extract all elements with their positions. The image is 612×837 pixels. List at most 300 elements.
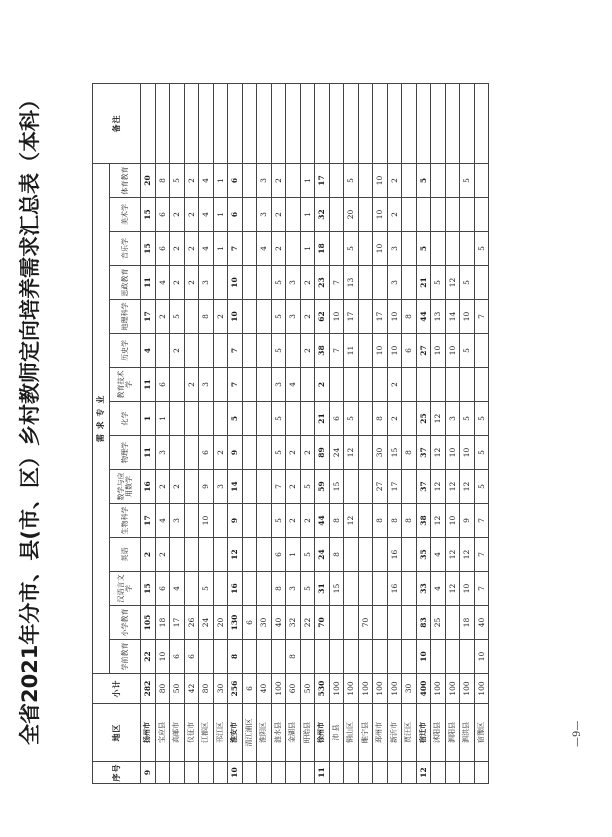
row-value: 10: [431, 334, 446, 368]
row-notes: [300, 83, 315, 163]
row-value: [358, 640, 373, 674]
row-value: [358, 436, 373, 470]
header-subject: 学前教育: [110, 640, 141, 674]
row-value: 8: [286, 640, 301, 674]
row-value: 5: [300, 572, 315, 606]
row-region: 泗阳县: [445, 704, 460, 762]
row-seq: [300, 762, 315, 784]
row-value: 3: [286, 300, 301, 334]
row-subtotal: 100: [460, 674, 475, 704]
row-value: 83: [416, 606, 431, 640]
row-value: 6: [155, 368, 170, 402]
row-value: 6: [155, 572, 170, 606]
row-value: 5: [300, 470, 315, 504]
row-subtotal: 50: [300, 674, 315, 704]
row-value: [460, 368, 475, 402]
row-value: [373, 368, 388, 402]
row-value: 6: [184, 640, 199, 674]
row-notes: [170, 83, 185, 163]
row-value: 8: [271, 572, 286, 606]
row-value: 3: [170, 504, 185, 538]
row-notes: [315, 83, 330, 163]
row-value: 10: [460, 436, 475, 470]
row-value: 9: [228, 436, 243, 470]
row-value: [460, 640, 475, 674]
row-value: 17: [141, 504, 156, 538]
row-region: 仪征市: [184, 704, 199, 762]
row-subtotal: 100: [387, 674, 402, 704]
row-value: 2: [213, 300, 228, 334]
row-value: 5: [271, 436, 286, 470]
row-value: [402, 572, 417, 606]
row-value: 38: [416, 504, 431, 538]
row-value: [431, 198, 446, 232]
header-subject: 思政教育: [110, 266, 141, 300]
row-value: [445, 163, 460, 197]
row-value: 2: [300, 266, 315, 300]
row-region: 涟水县: [271, 704, 286, 762]
row-value: 59: [315, 470, 330, 504]
row-value: [358, 470, 373, 504]
row-value: 3: [257, 198, 272, 232]
row-value: 10: [387, 334, 402, 368]
row-value: 30: [373, 436, 388, 470]
row-value: 7: [228, 368, 243, 402]
row-value: [286, 334, 301, 368]
row-value: [199, 334, 214, 368]
row-value: 44: [416, 300, 431, 334]
row-seq: [358, 762, 373, 784]
row-value: 4: [431, 538, 446, 572]
row-value: 5: [271, 300, 286, 334]
header-notes: 备注: [93, 83, 141, 163]
row-value: [358, 572, 373, 606]
row-value: [445, 606, 460, 640]
row-value: 6: [199, 436, 214, 470]
row-value: 12: [445, 266, 460, 300]
row-value: 5: [344, 163, 359, 197]
row-value: [344, 572, 359, 606]
row-value: 10: [474, 640, 489, 674]
row-value: [445, 368, 460, 402]
row-value: 20: [213, 606, 228, 640]
row-value: 5: [431, 266, 446, 300]
row-subtotal: 100: [431, 674, 446, 704]
city-row: [228, 83, 243, 783]
row-value: 21: [315, 402, 330, 436]
row-value: 5: [271, 504, 286, 538]
row-value: 12: [445, 538, 460, 572]
row-value: [170, 402, 185, 436]
row-value: 4: [170, 572, 185, 606]
row-value: [184, 538, 199, 572]
row-seq: [199, 762, 214, 784]
row-value: 1: [141, 402, 156, 436]
row-notes: [199, 83, 214, 163]
row-value: 8: [199, 300, 214, 334]
row-value: [242, 232, 257, 266]
row-value: [184, 470, 199, 504]
row-value: 4: [286, 368, 301, 402]
row-value: 2: [300, 300, 315, 334]
row-value: 5: [416, 163, 431, 197]
row-value: 9: [199, 470, 214, 504]
row-subtotal: 100: [445, 674, 460, 704]
row-value: 3: [213, 470, 228, 504]
row-value: [199, 538, 214, 572]
row-value: 17: [387, 470, 402, 504]
row-seq: [213, 762, 228, 784]
county-row: [300, 83, 315, 783]
row-seq: [373, 762, 388, 784]
row-value: 10: [445, 504, 460, 538]
row-subtotal: 30: [213, 674, 228, 704]
row-value: 1: [300, 198, 315, 232]
row-value: 10: [387, 300, 402, 334]
row-value: 15: [329, 572, 344, 606]
row-value: 1: [286, 538, 301, 572]
row-value: 5: [199, 572, 214, 606]
row-value: 2: [387, 163, 402, 197]
header-subject: 英语: [110, 538, 141, 572]
row-value: 12: [445, 470, 460, 504]
row-seq: [184, 762, 199, 784]
row-value: 5: [271, 266, 286, 300]
row-value: [474, 266, 489, 300]
row-value: 2: [170, 198, 185, 232]
row-value: 17: [373, 300, 388, 334]
row-value: 7: [474, 572, 489, 606]
row-value: [213, 572, 228, 606]
row-value: 3: [271, 368, 286, 402]
county-row: [286, 83, 301, 783]
row-value: [286, 232, 301, 266]
row-region: 铜山区: [344, 704, 359, 762]
row-seq: [329, 762, 344, 784]
row-value: 5: [300, 538, 315, 572]
row-value: [242, 640, 257, 674]
row-value: 15: [329, 470, 344, 504]
row-value: 8: [329, 504, 344, 538]
row-value: [242, 504, 257, 538]
row-value: 7: [271, 470, 286, 504]
row-value: [474, 163, 489, 197]
row-value: [329, 368, 344, 402]
row-value: 5: [460, 163, 475, 197]
header-subject: 教育技术学: [110, 368, 141, 402]
row-value: 4: [431, 572, 446, 606]
row-notes: [387, 83, 402, 163]
row-value: [300, 368, 315, 402]
row-value: [184, 572, 199, 606]
city-row: [416, 83, 431, 783]
county-row: [213, 83, 228, 783]
row-value: [184, 436, 199, 470]
row-value: [373, 640, 388, 674]
row-value: 7: [474, 300, 489, 334]
row-seq: [445, 762, 460, 784]
row-value: 2: [170, 232, 185, 266]
row-value: 10: [155, 640, 170, 674]
row-value: 14: [445, 300, 460, 334]
row-seq: 11: [315, 762, 330, 784]
row-value: 2: [315, 368, 330, 402]
row-region: 邳州市: [373, 704, 388, 762]
row-value: 17: [344, 300, 359, 334]
row-value: 6: [155, 232, 170, 266]
row-value: 3: [286, 266, 301, 300]
row-value: 6: [228, 163, 243, 197]
row-region: 宝应县: [155, 704, 170, 762]
row-value: 3: [445, 402, 460, 436]
row-value: 25: [431, 606, 446, 640]
row-value: 12: [431, 402, 446, 436]
row-value: [373, 266, 388, 300]
row-value: 2: [155, 470, 170, 504]
row-value: 10: [460, 572, 475, 606]
row-value: 62: [315, 300, 330, 334]
row-value: [257, 300, 272, 334]
row-value: 4: [155, 266, 170, 300]
county-row: [271, 83, 286, 783]
row-notes: [257, 83, 272, 163]
header-subject: 小学教育: [110, 606, 141, 640]
demand-table: [92, 83, 489, 784]
row-value: 5: [228, 402, 243, 436]
row-value: [300, 640, 315, 674]
row-value: 2: [286, 436, 301, 470]
row-value: [199, 402, 214, 436]
row-subtotal: 100: [358, 674, 373, 704]
county-row: [199, 83, 214, 783]
row-value: 7: [228, 334, 243, 368]
row-value: [402, 402, 417, 436]
row-notes: [141, 83, 156, 163]
row-value: 44: [315, 504, 330, 538]
row-value: 2: [184, 266, 199, 300]
row-region: 清江浦区: [242, 704, 257, 762]
row-subtotal: 60: [286, 674, 301, 704]
county-row: [402, 83, 417, 783]
row-value: 10: [199, 504, 214, 538]
row-value: [387, 606, 402, 640]
county-row: [460, 83, 475, 783]
row-value: 6: [170, 640, 185, 674]
row-value: [257, 538, 272, 572]
row-value: 23: [315, 266, 330, 300]
row-value: 2: [155, 300, 170, 334]
row-value: 2: [271, 163, 286, 197]
row-value: 7: [329, 334, 344, 368]
row-value: 12: [344, 504, 359, 538]
row-value: 4: [199, 198, 214, 232]
row-value: 8: [373, 504, 388, 538]
row-value: [213, 368, 228, 402]
row-value: 8: [387, 504, 402, 538]
row-value: 17: [170, 606, 185, 640]
row-value: 10: [228, 300, 243, 334]
row-region: 睢宁县: [358, 704, 373, 762]
row-value: [416, 198, 431, 232]
row-notes: [344, 83, 359, 163]
row-value: [213, 640, 228, 674]
row-region: 徐州市: [315, 704, 330, 762]
row-value: [257, 266, 272, 300]
row-value: [300, 402, 315, 436]
row-seq: [286, 762, 301, 784]
row-value: 32: [315, 198, 330, 232]
row-value: 3: [387, 232, 402, 266]
row-value: 5: [460, 402, 475, 436]
row-value: 9: [460, 504, 475, 538]
header-subtotal: 小计: [93, 674, 141, 704]
county-row: [373, 83, 388, 783]
header-subject: 历史学: [110, 334, 141, 368]
row-value: 14: [228, 470, 243, 504]
row-subtotal: 30: [402, 674, 417, 704]
row-value: 2: [184, 232, 199, 266]
row-subtotal: 100: [373, 674, 388, 704]
row-value: 16: [387, 538, 402, 572]
row-value: 10: [445, 334, 460, 368]
row-value: 4: [141, 334, 156, 368]
row-value: 22: [141, 640, 156, 674]
row-value: 15: [141, 198, 156, 232]
row-value: [358, 402, 373, 436]
county-row: [358, 83, 373, 783]
row-value: 21: [416, 266, 431, 300]
row-notes: [373, 83, 388, 163]
row-value: [358, 163, 373, 197]
county-row: [257, 83, 272, 783]
row-value: 2: [271, 198, 286, 232]
row-value: 3: [286, 572, 301, 606]
row-seq: [431, 762, 446, 784]
county-row: [184, 83, 199, 783]
county-row: [242, 83, 257, 783]
row-value: 16: [387, 572, 402, 606]
row-subtotal: 100: [329, 674, 344, 704]
row-value: 5: [416, 232, 431, 266]
row-value: [344, 538, 359, 572]
row-value: 2: [286, 504, 301, 538]
row-value: [257, 640, 272, 674]
row-value: [184, 504, 199, 538]
row-seq: [402, 762, 417, 784]
header-subject: 体育教育: [110, 163, 141, 197]
row-value: 2: [300, 334, 315, 368]
row-subtotal: 100: [271, 674, 286, 704]
row-value: 5: [460, 334, 475, 368]
row-value: 10: [373, 198, 388, 232]
row-seq: 12: [416, 762, 431, 784]
row-region: 邗江区: [213, 704, 228, 762]
row-value: 31: [315, 572, 330, 606]
row-value: 4: [199, 163, 214, 197]
row-value: 15: [141, 232, 156, 266]
row-value: 2: [184, 368, 199, 402]
row-value: [170, 436, 185, 470]
row-subtotal: 530: [315, 674, 330, 704]
row-value: [344, 606, 359, 640]
row-value: 3: [199, 266, 214, 300]
row-notes: [184, 83, 199, 163]
row-notes: [155, 83, 170, 163]
row-value: 16: [228, 572, 243, 606]
row-value: 1: [213, 163, 228, 197]
row-region: 高邮市: [170, 704, 185, 762]
row-value: [242, 266, 257, 300]
row-value: 2: [184, 198, 199, 232]
row-region: 沛 县: [329, 704, 344, 762]
row-value: 3: [387, 266, 402, 300]
row-value: 70: [315, 606, 330, 640]
row-value: [184, 300, 199, 334]
row-value: 11: [141, 436, 156, 470]
row-value: 16: [141, 470, 156, 504]
row-value: [445, 640, 460, 674]
row-value: 2: [141, 538, 156, 572]
row-value: [257, 368, 272, 402]
row-value: 2: [300, 436, 315, 470]
row-seq: [155, 762, 170, 784]
row-subtotal: 100: [474, 674, 489, 704]
header-subject: 美术学: [110, 198, 141, 232]
row-value: [445, 198, 460, 232]
row-region: 宿豫区: [474, 704, 489, 762]
row-value: [213, 334, 228, 368]
row-value: 2: [155, 538, 170, 572]
row-value: [257, 436, 272, 470]
row-value: 8: [228, 640, 243, 674]
row-subtotal: 50: [170, 674, 185, 704]
row-value: 5: [460, 266, 475, 300]
row-value: 6: [155, 198, 170, 232]
row-value: 3: [155, 436, 170, 470]
county-row: [387, 83, 402, 783]
row-value: 35: [416, 538, 431, 572]
page-number: —9—: [572, 720, 583, 747]
row-value: 6: [271, 538, 286, 572]
row-value: [155, 334, 170, 368]
row-subtotal: 400: [416, 674, 431, 704]
row-value: 8: [155, 163, 170, 197]
row-value: 2: [170, 266, 185, 300]
row-value: [402, 368, 417, 402]
row-value: [373, 538, 388, 572]
row-subtotal: 80: [199, 674, 214, 704]
row-value: [257, 572, 272, 606]
row-value: 5: [474, 232, 489, 266]
row-seq: [474, 762, 489, 784]
row-value: 5: [271, 334, 286, 368]
row-value: [257, 470, 272, 504]
row-value: 17: [315, 163, 330, 197]
row-value: [257, 334, 272, 368]
row-value: 5: [344, 402, 359, 436]
row-value: [431, 163, 446, 197]
row-value: 27: [416, 334, 431, 368]
row-subtotal: 80: [155, 674, 170, 704]
row-notes: [286, 83, 301, 163]
row-value: 5: [474, 436, 489, 470]
row-value: [329, 606, 344, 640]
row-value: 2: [300, 504, 315, 538]
row-value: 12: [228, 538, 243, 572]
row-notes: [416, 83, 431, 163]
row-value: [373, 572, 388, 606]
row-value: 10: [373, 163, 388, 197]
